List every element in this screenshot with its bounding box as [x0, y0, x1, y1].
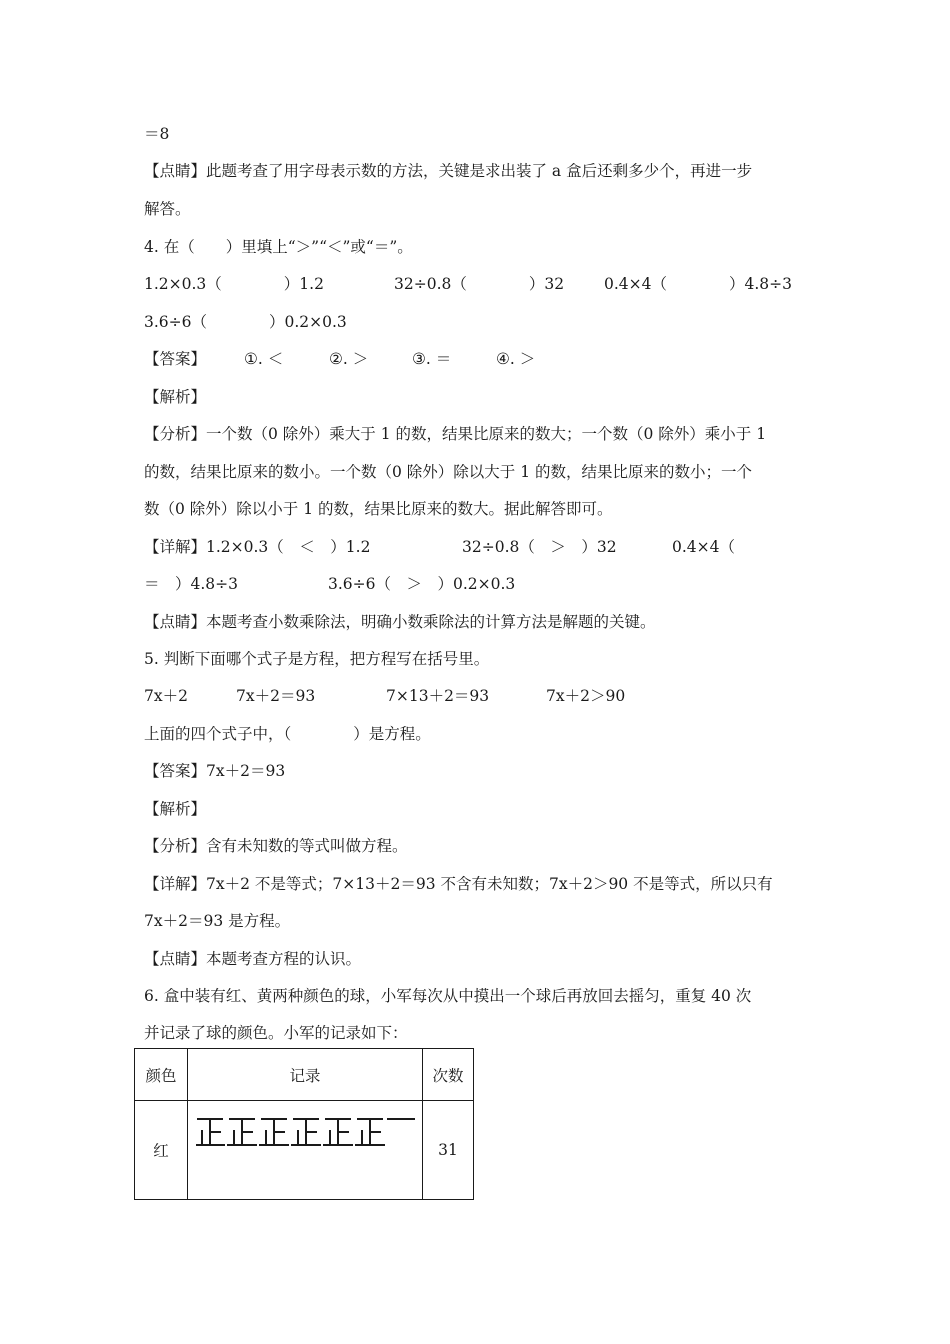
answer-item-4: ④. ＞	[496, 350, 536, 368]
q4-item-2: 32÷0.8（ ）32	[394, 275, 565, 293]
comment-4: 【点睛】本题考查小数乘除法，明确小数乘除法的计算方法是解题的关键。	[144, 613, 656, 631]
expr-2: 7x＋2＝93	[236, 687, 316, 705]
detail-4-row1	[144, 536, 784, 558]
question-5-expressions	[144, 685, 644, 707]
analysis-heading-4: 【解析】	[144, 388, 207, 406]
detail-4-item-3: 0.4×4（	[672, 538, 735, 556]
detail-4-item-3-cont: ＝ ）4.8÷3	[144, 575, 238, 593]
header-count: 次数	[423, 1049, 474, 1101]
answer-label: 【答案】	[144, 350, 207, 368]
comment-5: 【点睛】本题考查方程的认识。	[144, 950, 362, 968]
question-4-title: 4. 在（ ）里填上“＞”“＜”或“＝”。	[144, 238, 413, 256]
analysis-4-line-1: 【分析】一个数（0 除外）乘大于 1 的数，结果比原来的数大；一个数（0 除外）乘小于 1	[144, 425, 767, 443]
question-5-prompt: 上面的四个式子中，（ ）是方程。	[144, 725, 431, 743]
record-table	[134, 1048, 474, 1200]
detail-4-item-4: 3.6÷6（ ＞ ）0.2×0.3	[328, 575, 516, 593]
cell-record	[188, 1101, 423, 1200]
header-record: 记录	[188, 1049, 423, 1101]
analysis-heading-5: 【解析】	[144, 800, 207, 818]
cell-color: 红	[135, 1101, 188, 1200]
detail-4-row2	[144, 573, 584, 595]
question-6-line-2: 并记录了球的颜色。小军的记录如下：	[144, 1024, 408, 1042]
line-2: 【点睛】此题考查了用字母表示数的方法，关键是求出装了 a 盒后还剩多少个，再进一步	[144, 162, 753, 180]
answer-item-2: ②. ＞	[329, 350, 369, 368]
analysis-4-line-2: 的数，结果比原来的数小。一个数（0 除外）除以大于 1 的数，结果比原来的数小；一个	[144, 463, 753, 481]
answer-4	[144, 348, 624, 370]
tally-marks-icon	[196, 1107, 422, 1151]
header-color: 颜色	[135, 1049, 188, 1101]
tally-marks	[188, 1101, 422, 1151]
q4-item-4: 3.6÷6（ ）0.2×0.3	[144, 313, 347, 331]
table-row	[135, 1101, 474, 1200]
line-1: ＝8	[144, 125, 170, 143]
question-5-title: 5. 判断下面哪个式子是方程，把方程写在括号里。	[144, 650, 490, 668]
detail-4-item-2: 32÷0.8（ ＞ ）32	[462, 538, 617, 556]
expr-3: 7×13＋2＝93	[386, 687, 490, 705]
expr-4: 7x＋2＞90	[546, 687, 626, 705]
q4-item-1: 1.2×0.3（ ）1.2	[144, 275, 324, 293]
question-6-line-1: 6. 盒中装有红、黄两种颜色的球，小军每次从中摸出一个球后再放回去摇匀，重复 40 次	[144, 987, 752, 1005]
q4-item-3: 0.4×4（ ）4.8÷3	[604, 275, 792, 293]
line-3: 解答。	[144, 200, 191, 218]
analysis-5: 【分析】含有未知数的等式叫做方程。	[144, 837, 408, 855]
expr-1: 7x＋2	[144, 687, 188, 705]
detail-5-line-1: 【详解】7x＋2 不是等式；7×13＋2＝93 不含有未知数；7x＋2＞90 不是等式，所以只有	[144, 875, 773, 893]
answer-item-1: ①. ＜	[244, 350, 284, 368]
answer-item-3: ③. ＝	[412, 350, 452, 368]
question-4-items-row1	[144, 273, 824, 295]
table-header-row	[135, 1049, 474, 1101]
detail-5-line-2: 7x＋2＝93 是方程。	[144, 912, 291, 930]
analysis-4-line-3: 数（0 除外）除以小于 1 的数，结果比原来的数大。据此解答即可。	[144, 500, 613, 518]
answer-5: 【答案】7x＋2＝93	[144, 762, 286, 780]
detail-4-item-1: 【详解】1.2×0.3（ ＜ ）1.2	[144, 538, 371, 556]
cell-count: 31	[423, 1101, 474, 1200]
